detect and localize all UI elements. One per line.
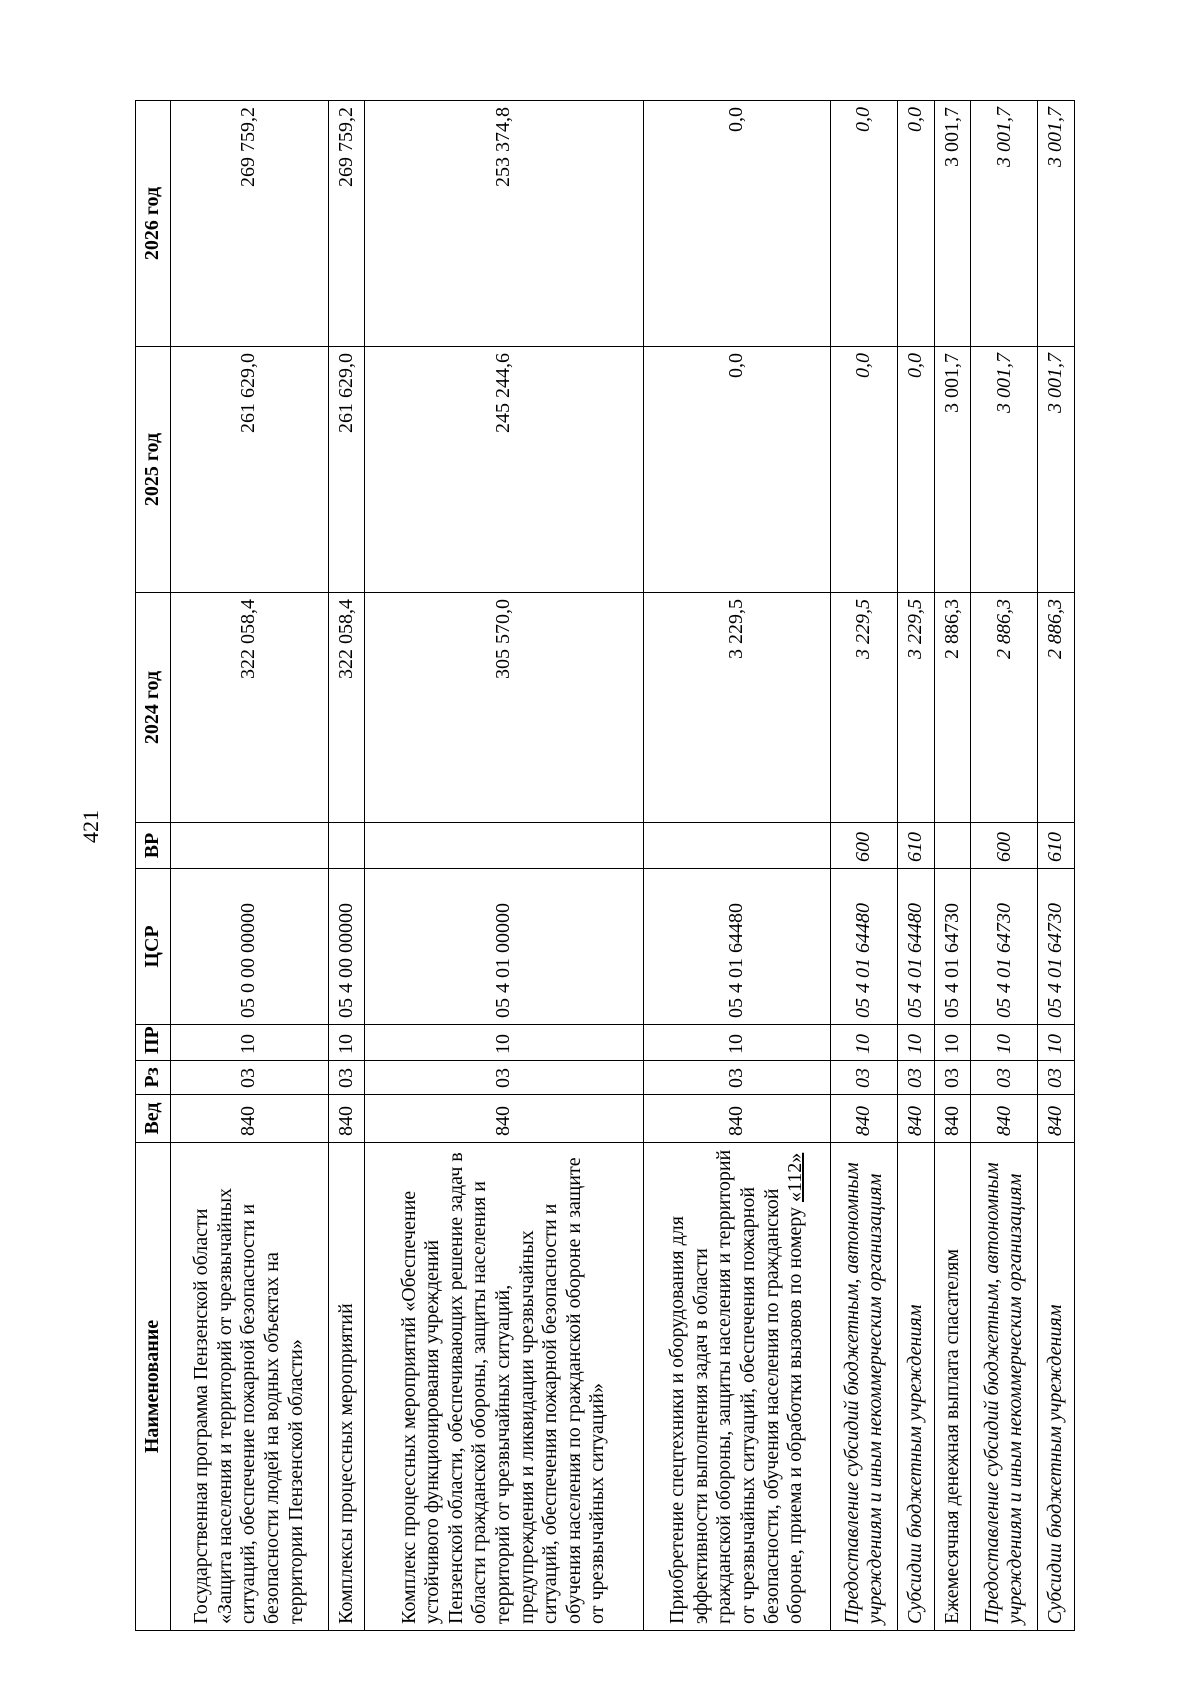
- header-name: Наименование: [136, 1143, 171, 1631]
- row-name: Комплексы процессных мероприятий: [328, 1143, 365, 1631]
- row-csr: 05 4 01 64480: [898, 869, 935, 1025]
- row-2025: 261 629,0: [171, 347, 329, 593]
- budget-table: [135, 100, 1075, 1631]
- row-vr: [328, 823, 365, 869]
- row-pr: 10: [365, 1025, 643, 1061]
- row-2025: 0,0: [643, 347, 831, 593]
- row-vr: 600: [831, 823, 898, 869]
- row-2025: 3 001,7: [971, 347, 1038, 593]
- row-name: Субсидии бюджетным учреждениям: [898, 1143, 935, 1631]
- table-row: [934, 101, 971, 1631]
- row-2026: 3 001,7: [934, 101, 971, 347]
- row-2025: 245 244,6: [365, 347, 643, 593]
- row-vr: [643, 823, 831, 869]
- row-pr: 10: [971, 1025, 1038, 1061]
- row-vr: [171, 823, 329, 869]
- row-2024: 2 886,3: [934, 593, 971, 823]
- row-rz: 03: [971, 1061, 1038, 1095]
- row-2024: 305 570,0: [365, 593, 643, 823]
- row-name: Приобретение спецтехники и оборудования для эффективности выполнения задач в области гражданской обороны, защиты населения и территорий от чрезвычайных ситуаций, обеспечения пожарной безопасности, обучения населения по гражданской обороне, приема и обработки вызовов по номеру: [666, 1149, 807, 1624]
- header-2025: 2025 год: [136, 347, 171, 593]
- row-name: Комплекс процессных мероприятий «Обеспечение устойчивого функционирования учреждений Пензенской области, обеспечивающих решение задач в области гражданской обороны, защиты населения и территорий от чрезвычайных ситуаций, предупреждения и ликвидации чрезвычайных ситуаций, обеспечения пожарной безопасности и обучения населения по гражданской обороне и защите от чрезвычайных ситуаций»: [365, 1143, 643, 1631]
- row-pr: 10: [934, 1025, 971, 1061]
- row-ved: 840: [365, 1095, 643, 1143]
- row-name: Ежемесячная денежная выплата спасателям: [934, 1143, 971, 1631]
- row-2026: 253 374,8: [365, 101, 643, 347]
- row-ved: 840: [831, 1095, 898, 1143]
- header-2026: 2026 год: [136, 101, 171, 347]
- row-csr: 05 4 01 64480: [643, 869, 831, 1025]
- row-2025: 3 001,7: [1038, 347, 1075, 593]
- row-rz: 03: [365, 1061, 643, 1095]
- header-pr: ПР: [136, 1025, 171, 1061]
- row-name: Предоставление субсидий бюджетным, автономным учреждениям и иным некоммерческим организациям: [971, 1143, 1038, 1631]
- table-row: [171, 101, 329, 1631]
- table-row: [1038, 101, 1075, 1631]
- table-row: [328, 101, 365, 1631]
- row-csr: 05 4 01 64730: [1038, 869, 1075, 1025]
- row-rz: 03: [898, 1061, 935, 1095]
- header-row: [136, 101, 171, 1631]
- row-vr: 600: [971, 823, 1038, 869]
- row-vr: 610: [898, 823, 935, 869]
- row-2026: 3 001,7: [1038, 101, 1075, 347]
- row-pr: 10: [831, 1025, 898, 1061]
- row-csr: 05 4 01 64730: [971, 869, 1038, 1025]
- row-2026: 0,0: [898, 101, 935, 347]
- row-pr: 10: [898, 1025, 935, 1061]
- row-2024: 3 229,5: [643, 593, 831, 823]
- row-pr: 10: [643, 1025, 831, 1061]
- header-2024: 2024 год: [136, 593, 171, 823]
- row-ved: 840: [643, 1095, 831, 1143]
- row-ved: 840: [898, 1095, 935, 1143]
- row-csr: 05 4 01 64730: [934, 869, 971, 1025]
- row-vr: [934, 823, 971, 869]
- row-rz: 03: [831, 1061, 898, 1095]
- header-rz: Рз: [136, 1061, 171, 1095]
- row-2026: 269 759,2: [171, 101, 329, 347]
- row-name-cell: [643, 1143, 831, 1631]
- row-pr: 10: [328, 1025, 365, 1061]
- row-csr: 05 0 00 00000: [171, 869, 329, 1025]
- row-name: Субсидии бюджетным учреждениям: [1038, 1143, 1075, 1631]
- header-vr: ВР: [136, 823, 171, 869]
- row-name: Государственная программа Пензенской области «Защита населения и территорий от чрезвычайных ситуаций, обеспечение пожарной безопасности и безопасности людей на водных объектах на территории Пензенской области»: [171, 1143, 329, 1631]
- row-2025: 0,0: [898, 347, 935, 593]
- table-row: [898, 101, 935, 1631]
- row-ved: 840: [934, 1095, 971, 1143]
- header-csr: ЦСР: [136, 869, 171, 1025]
- row-2026: 3 001,7: [971, 101, 1038, 347]
- table-row: [971, 101, 1038, 1631]
- row-vr: [365, 823, 643, 869]
- row-2024: 322 058,4: [328, 593, 365, 823]
- row-pr: 10: [1038, 1025, 1075, 1061]
- row-ved: 840: [171, 1095, 329, 1143]
- row-name-underlined: «112»: [784, 1152, 807, 1203]
- table-row: [643, 101, 831, 1631]
- row-rz: 03: [934, 1061, 971, 1095]
- row-2024: 2 886,3: [971, 593, 1038, 823]
- row-csr: 05 4 01 64480: [831, 869, 898, 1025]
- row-pr: 10: [171, 1025, 329, 1061]
- row-2025: 3 001,7: [934, 347, 971, 593]
- row-vr: 610: [1038, 823, 1075, 869]
- row-csr: 05 4 01 00000: [365, 869, 643, 1025]
- row-ved: 840: [328, 1095, 365, 1143]
- row-2026: 0,0: [831, 101, 898, 347]
- row-2024: 322 058,4: [171, 593, 329, 823]
- row-rz: 03: [643, 1061, 831, 1095]
- row-2026: 269 759,2: [328, 101, 365, 347]
- row-rz: 03: [1038, 1061, 1075, 1095]
- row-2026: 0,0: [643, 101, 831, 347]
- row-rz: 03: [328, 1061, 365, 1095]
- row-2024: 3 229,5: [831, 593, 898, 823]
- row-2024: 2 886,3: [1038, 593, 1075, 823]
- row-ved: 840: [1038, 1095, 1075, 1143]
- row-rz: 03: [171, 1061, 329, 1095]
- row-ved: 840: [971, 1095, 1038, 1143]
- row-name: Предоставление субсидий бюджетным, автономным учреждениям и иным некоммерческим организациям: [831, 1143, 898, 1631]
- row-csr: 05 4 00 00000: [328, 869, 365, 1025]
- table-row: [365, 101, 643, 1631]
- row-2025: 261 629,0: [328, 347, 365, 593]
- row-2024: 3 229,5: [898, 593, 935, 823]
- header-ved: Вед: [136, 1095, 171, 1143]
- page-number: 421: [78, 810, 103, 843]
- table-row: [831, 101, 898, 1631]
- rotated-table-container: [135, 101, 1075, 1631]
- row-2025: 0,0: [831, 347, 898, 593]
